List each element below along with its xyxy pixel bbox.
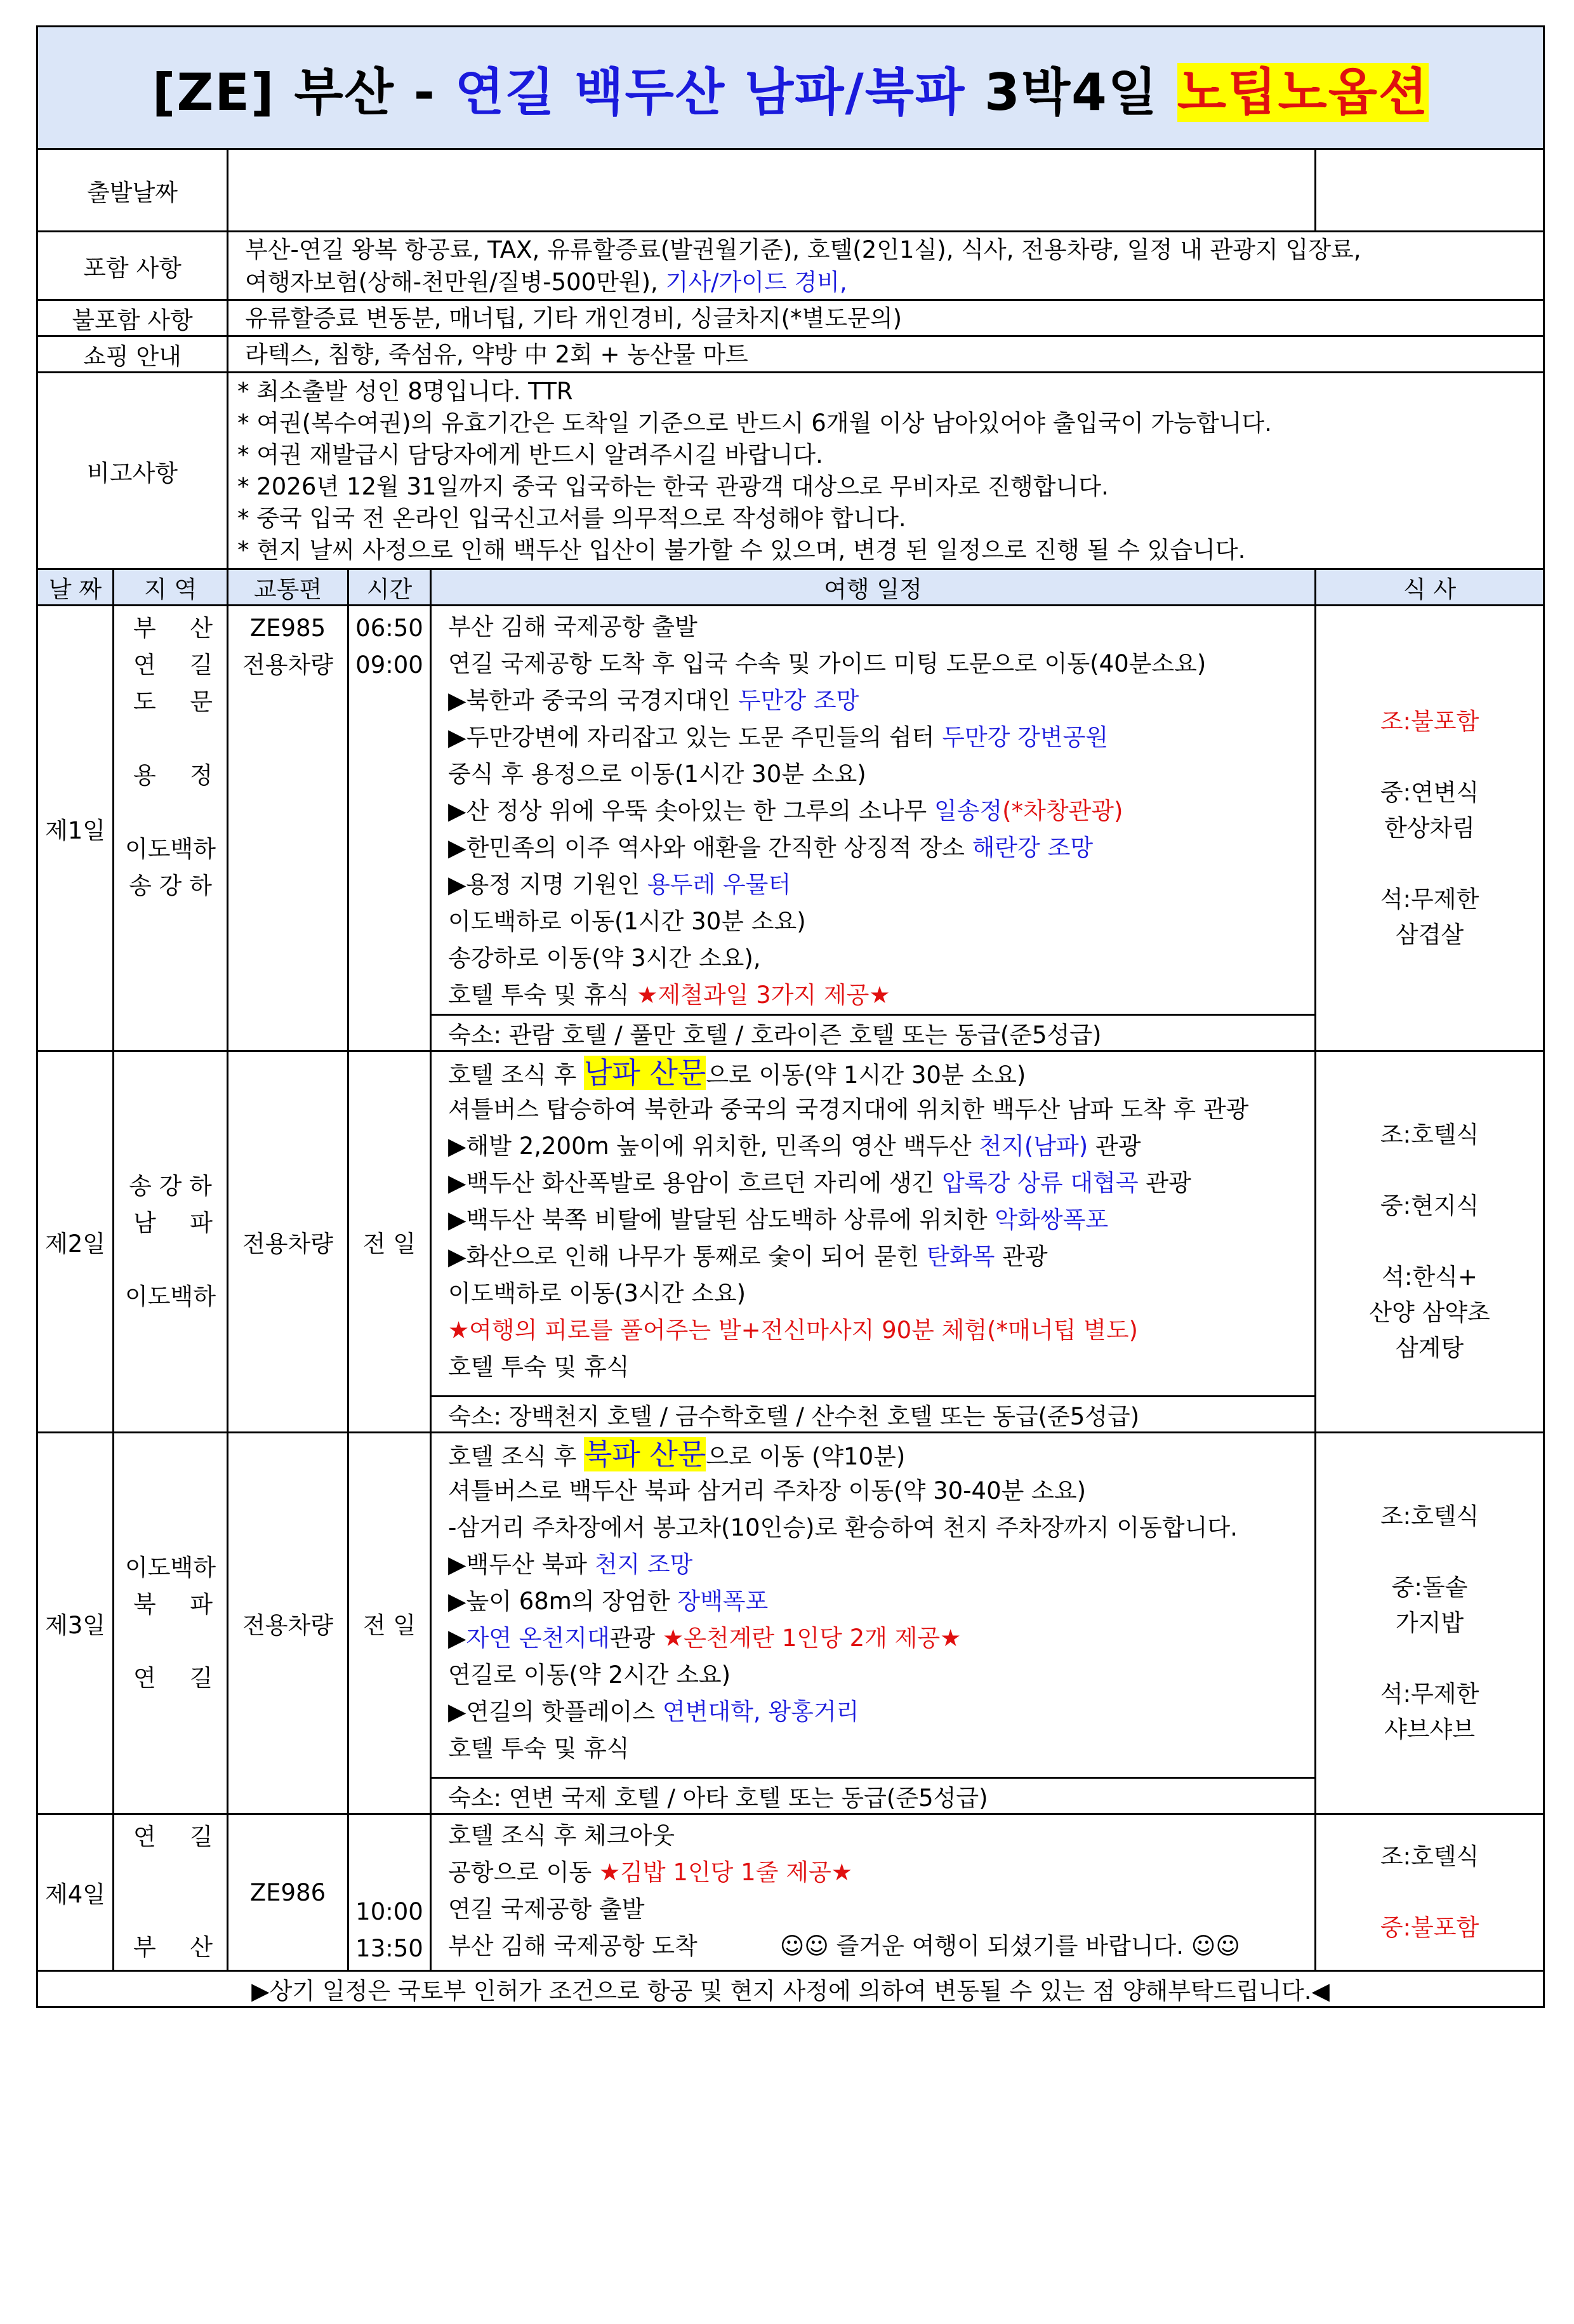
vehicle: 전용차량 (242, 651, 333, 679)
attraction: 해란강 조망 (972, 834, 1094, 861)
itinerary-line: 셔틀버스 탑승하여 북한과 중국의 국경지대에 위치한 백두산 남파 도착 후 관광 (448, 1096, 1249, 1123)
line-text: 으로 이동 (약10분) (706, 1443, 906, 1470)
meal-dinner: 산양 삼약초 (1369, 1299, 1490, 1326)
attraction: 일송정 (934, 797, 1003, 825)
special-offer: ★여행의 피로를 풀어주는 발+전신마사지 90분 체험(*매너팁 별도) (448, 1317, 1138, 1344)
area-char: 파 (190, 1591, 213, 1618)
area-char: 길 (190, 1664, 213, 1692)
itinerary-document (36, 25, 1543, 2008)
area-char: 용 (133, 762, 156, 789)
day-1-times (348, 606, 431, 1051)
line-text: ▶백두산 화산폭발로 용암이 흐르던 자리에 생긴 (448, 1169, 942, 1197)
area-char: 부 (133, 1934, 156, 1961)
notes-label: 비고사항 (37, 373, 228, 569)
attraction: 압록강 상류 대협곡 (942, 1169, 1139, 1197)
itinerary-line (448, 977, 1314, 1014)
line-text: ▶높이 68m의 장엄한 (448, 1588, 678, 1615)
attraction: 탄화목 (927, 1243, 995, 1270)
meal-dinner: 삼계탕 (1395, 1334, 1464, 1362)
area-name: 송 강 하 (129, 1172, 212, 1200)
gate-highlight: 북파 산문 (584, 1437, 706, 1471)
title-prefix: [ZE] 부산 - (152, 62, 455, 122)
included-line-1: 부산-연길 왕복 항공료, TAX, 유류할증료(발권월기준), 호텔(2인1실), 식사, 전용차량, 일정 내 관광지 입장료, (245, 236, 1361, 263)
line-text: 호텔 투숙 및 휴식 (448, 981, 637, 1009)
day-2-label: 제2일 (37, 1051, 114, 1433)
area-name: 송 강 하 (129, 872, 212, 900)
meal-breakfast: 조:호텔식 (1380, 1843, 1479, 1870)
note-item: * 중국 입국 전 온라인 입국신고서를 의무적으로 작성해야 합니다. (237, 504, 906, 532)
meal-lunch: 중:불포함 (1380, 1914, 1479, 1941)
attraction: 천지(남파) (979, 1132, 1088, 1160)
column-header-itinerary: 여행 일정 (431, 569, 1316, 606)
meal-lunch: 가지밥 (1395, 1609, 1464, 1637)
area-char: 연 (133, 651, 156, 679)
title-duration: 3박4일 (965, 62, 1177, 122)
included-label: 포함 사항 (37, 232, 228, 300)
meal-dinner: 삼겹살 (1395, 920, 1464, 948)
itinerary-line: -삼거리 주차장에서 봉고차(10인승)로 환승하여 천지 주차장까지 이동합니다. (448, 1514, 1238, 1541)
meal-breakfast: 조:불포함 (1380, 707, 1479, 735)
day-2-accommodation: 숙소: 장백천지 호텔 / 금수학호텔 / 산수천 호텔 또는 동급(준5성급) (431, 1397, 1316, 1433)
day-4-label: 제4일 (37, 1814, 114, 1971)
line-text: ▶백두산 북쪽 비탈에 발달된 삼도백하 상류에 위치한 (448, 1206, 995, 1233)
special-offer: ★제철과일 3가지 제공★ (637, 981, 890, 1009)
day-3-transport: 전용차량 (228, 1433, 348, 1814)
line-text: 호텔 조식 후 (448, 1443, 584, 1470)
departure-date-field[interactable] (228, 149, 1316, 232)
attraction: 두만강 조망 (737, 687, 859, 714)
itinerary-line: 호텔 조식 후 체크아웃 (448, 1822, 675, 1849)
note-text: (*차창관광) (1002, 797, 1123, 825)
note-item: * 여권(복수여권)의 유효기간은 도착일 기준으로 반드시 6개월 이상 남아있어야 출입국이 가능합니다. (237, 409, 1272, 437)
area-char: 북 (133, 1591, 156, 1618)
day-1-itinerary (431, 606, 1316, 1015)
title-route: 연길 백두산 남파/북파 (454, 62, 966, 122)
day-3-label: 제3일 (37, 1433, 114, 1814)
day-4-areas (114, 1814, 228, 1971)
day-3-itinerary (431, 1433, 1316, 1778)
note-item: * 최소출발 성인 8명입니다. TTR (237, 377, 573, 405)
day-4-times (348, 1814, 431, 1971)
itinerary-line (448, 1583, 1314, 1620)
day-1-label: 제1일 (37, 606, 114, 1051)
shopping-value: 라텍스, 침향, 죽섬유, 약방 中 2회 + 농산물 마트 (228, 336, 1544, 373)
area-char: 산 (190, 614, 213, 642)
day-1-accommodation: 숙소: 관람 호텔 / 풀만 호텔 / 호라이즌 호텔 또는 동급(준5성급) (431, 1015, 1316, 1051)
attraction: 자연 온천지대 (466, 1624, 610, 1652)
day-3-meals (1316, 1433, 1544, 1814)
page-title (37, 27, 1544, 149)
line-text: ▶한민족의 이주 역사와 애환을 간직한 상징적 장소 (448, 834, 972, 861)
area-char: 연 (133, 1823, 156, 1850)
day-2-time: 전 일 (348, 1051, 431, 1433)
area-char: 도 (133, 688, 156, 715)
attraction: 두만강 강변공원 (942, 724, 1109, 751)
day-3-accommodation: 숙소: 연변 국제 호텔 / 아타 호텔 또는 동급(준5성급) (431, 1778, 1316, 1814)
itinerary-line (448, 793, 1314, 830)
area-name: 이도백하 (125, 835, 216, 863)
itinerary-line: 연길 국제공항 출발 (448, 1896, 645, 1923)
itinerary-line (448, 1620, 1314, 1657)
day-2-meals (1316, 1051, 1544, 1433)
area-char: 연 (133, 1664, 156, 1692)
area-char: 산 (190, 1934, 213, 1961)
line-text: 관광 (1088, 1132, 1141, 1160)
line-text: ▶두만강변에 자리잡고 있는 도문 주민들의 쉼터 (448, 724, 942, 751)
column-header-time: 시간 (348, 569, 431, 606)
column-header-transport: 교통편 (228, 569, 348, 606)
itinerary-line (448, 1238, 1314, 1275)
itinerary-line (448, 682, 1314, 719)
note-item: * 여권 재발급시 담당자에게 반드시 알려주시길 바랍니다. (237, 441, 823, 468)
area-name: 이도백하 (125, 1283, 216, 1310)
itinerary-line (448, 1928, 1314, 1965)
itinerary-line: 호텔 투숙 및 휴식 (448, 1735, 630, 1762)
excluded-value: 유류할증료 변동분, 매너팁, 기타 개인경비, 싱글차지(*별도문의) (228, 300, 1544, 336)
area-char: 부 (133, 614, 156, 642)
note-item: * 2026년 12월 31일까지 중국 입국하는 한국 관광객 대상으로 무비자로 진행합니다. (237, 472, 1109, 500)
shopping-label: 쇼핑 안내 (37, 336, 228, 373)
line-text: ▶ (448, 1624, 466, 1652)
area-name: 이도백하 (125, 1554, 216, 1581)
notes-list (228, 373, 1544, 569)
line-text: ▶해발 2,200m 높이에 위치한, 민족의 영산 백두산 (448, 1132, 979, 1160)
line-text: 관광 (609, 1624, 663, 1652)
line-text: 호텔 조식 후 (448, 1061, 584, 1089)
column-header-area: 지 역 (114, 569, 228, 606)
farewell-message: ☺☺ 즐거운 여행이 되셨기를 바랍니다. ☺☺ (779, 1932, 1240, 1960)
time-value: 09:00 (355, 651, 423, 679)
departure-extra-cell (1316, 149, 1544, 232)
day-3-time: 전 일 (348, 1433, 431, 1814)
line-text: ▶백두산 북파 (448, 1551, 595, 1578)
meal-lunch: 한상차림 (1384, 814, 1476, 842)
line-text: 부산 김해 국제공항 도착 (448, 1932, 698, 1960)
title-badge: 노팁노옵션 (1177, 62, 1429, 122)
area-char: 파 (190, 1209, 213, 1237)
time-value: 13:50 (355, 1935, 423, 1962)
itinerary-line: 셔틀버스로 백두산 북파 삼거리 주차장 이동(약 30-40분 소요) (448, 1477, 1087, 1504)
itinerary-line (448, 830, 1314, 867)
itinerary-line (448, 1165, 1314, 1202)
area-char: 길 (190, 651, 213, 679)
included-line-2 (245, 266, 1543, 298)
excluded-label: 불포함 사항 (37, 300, 228, 336)
attraction: 용두레 우물터 (647, 871, 791, 898)
included-value (228, 232, 1544, 300)
itinerary-line (448, 1546, 1314, 1583)
meal-lunch: 중:돌솥 (1391, 1574, 1468, 1601)
departure-label: 출발날짜 (37, 149, 228, 232)
day-2-areas (114, 1051, 228, 1433)
itinerary-line: 중식 후 용정으로 이동(1시간 30분 소요) (448, 760, 866, 788)
area-char: 남 (133, 1209, 156, 1237)
time-value: 06:50 (355, 614, 423, 642)
line-text: ▶북한과 중국의 국경지대인 (448, 687, 738, 714)
itinerary-line: 이도백하로 이동(3시간 소요) (448, 1280, 746, 1307)
itinerary-line (448, 1128, 1314, 1165)
line-text: ▶화산으로 인해 나무가 통째로 숯이 되어 묻힌 (448, 1243, 927, 1270)
day-4-transport: ZE986 (228, 1814, 348, 1971)
footer-disclaimer: ▶상기 일정은 국토부 인허가 조건으로 항공 및 현지 사정에 의하여 변동될 수 있는 점 양해부탁드립니다.◀ (37, 1971, 1544, 2007)
day-2-itinerary (431, 1051, 1316, 1397)
itinerary-line (448, 1054, 1314, 1091)
day-4-meals (1316, 1814, 1544, 1971)
day-1-areas (114, 606, 228, 1051)
column-header-meal: 식 사 (1316, 569, 1544, 606)
itinerary-line (448, 867, 1314, 903)
meal-dinner: 석:무제한 (1380, 885, 1479, 913)
area-char: 정 (190, 762, 213, 789)
note-item: * 현지 날씨 사정으로 인해 백두산 입산이 불가할 수 있으며, 변경 된 일정으로 진행 될 수 있습니다. (237, 536, 1246, 564)
line-text: 관광 (995, 1243, 1048, 1270)
column-header-date: 날 짜 (37, 569, 114, 606)
meal-dinner: 석:한식+ (1382, 1263, 1478, 1291)
area-char: 길 (190, 1823, 213, 1850)
itinerary-line (448, 1436, 1314, 1473)
line-text: ▶연길의 핫플레이스 (448, 1698, 663, 1725)
flight-number: ZE985 (249, 614, 326, 642)
meal-breakfast: 조:호텔식 (1380, 1121, 1479, 1148)
meal-breakfast: 조:호텔식 (1380, 1503, 1479, 1530)
meal-lunch: 중:연변식 (1380, 778, 1479, 806)
day-1-transport (228, 606, 348, 1051)
meal-lunch: 중:현지식 (1380, 1192, 1479, 1219)
gate-highlight: 남파 산문 (584, 1056, 706, 1090)
special-offer: ★김밥 1인당 1줄 제공★ (599, 1859, 852, 1886)
line-text: 관광 (1138, 1169, 1191, 1197)
meal-dinner: 샤브샤브 (1384, 1716, 1476, 1743)
line-text: 공항으로 이동 (448, 1859, 599, 1886)
day-3-areas (114, 1433, 228, 1814)
itinerary-line: 송강하로 이동(약 3시간 소요), (448, 945, 761, 972)
itinerary-line: 연길 국제공항 도착 후 입국 수속 및 가이드 미팅 도문으로 이동(40분소요) (448, 650, 1207, 677)
day-4-itinerary (431, 1814, 1316, 1971)
line-text: 으로 이동(약 1시간 30분 소요) (706, 1061, 1026, 1089)
itinerary-line (448, 1854, 1314, 1891)
line-text: ▶산 정상 위에 우뚝 솟아있는 한 그루의 소나무 (448, 797, 934, 825)
itinerary-line (448, 1202, 1314, 1238)
itinerary-line: 호텔 투숙 및 휴식 (448, 1353, 630, 1381)
day-2-transport: 전용차량 (228, 1051, 348, 1433)
time-value: 10:00 (355, 1898, 423, 1925)
line-text: ▶용정 지명 기원인 (448, 871, 647, 898)
meal-dinner: 석:무제한 (1380, 1680, 1479, 1708)
attraction: 천지 조망 (594, 1551, 693, 1578)
itinerary-line: 부산 김해 국제공항 출발 (448, 613, 698, 641)
included-insurance: 여행자보험(상해-천만원/질병-500만원), (245, 268, 666, 296)
itinerary-line: 이도백하로 이동(1시간 30분 소요) (448, 908, 806, 935)
special-offer: ★온천계란 1인당 2개 제공★ (662, 1624, 962, 1652)
day-1-meals (1316, 606, 1544, 1051)
itinerary-line: 연길로 이동(약 2시간 소요) (448, 1661, 731, 1689)
attraction: 장백폭포 (677, 1588, 769, 1615)
included-guide-fee: 기사/가이드 경비, (665, 268, 847, 296)
attraction: 연변대학, 왕홍거리 (662, 1698, 859, 1725)
attraction: 악화쌍폭포 (995, 1206, 1109, 1233)
itinerary-line (448, 719, 1314, 756)
itinerary-table (36, 25, 1545, 2008)
area-char: 문 (190, 688, 213, 715)
itinerary-line (448, 1694, 1314, 1730)
